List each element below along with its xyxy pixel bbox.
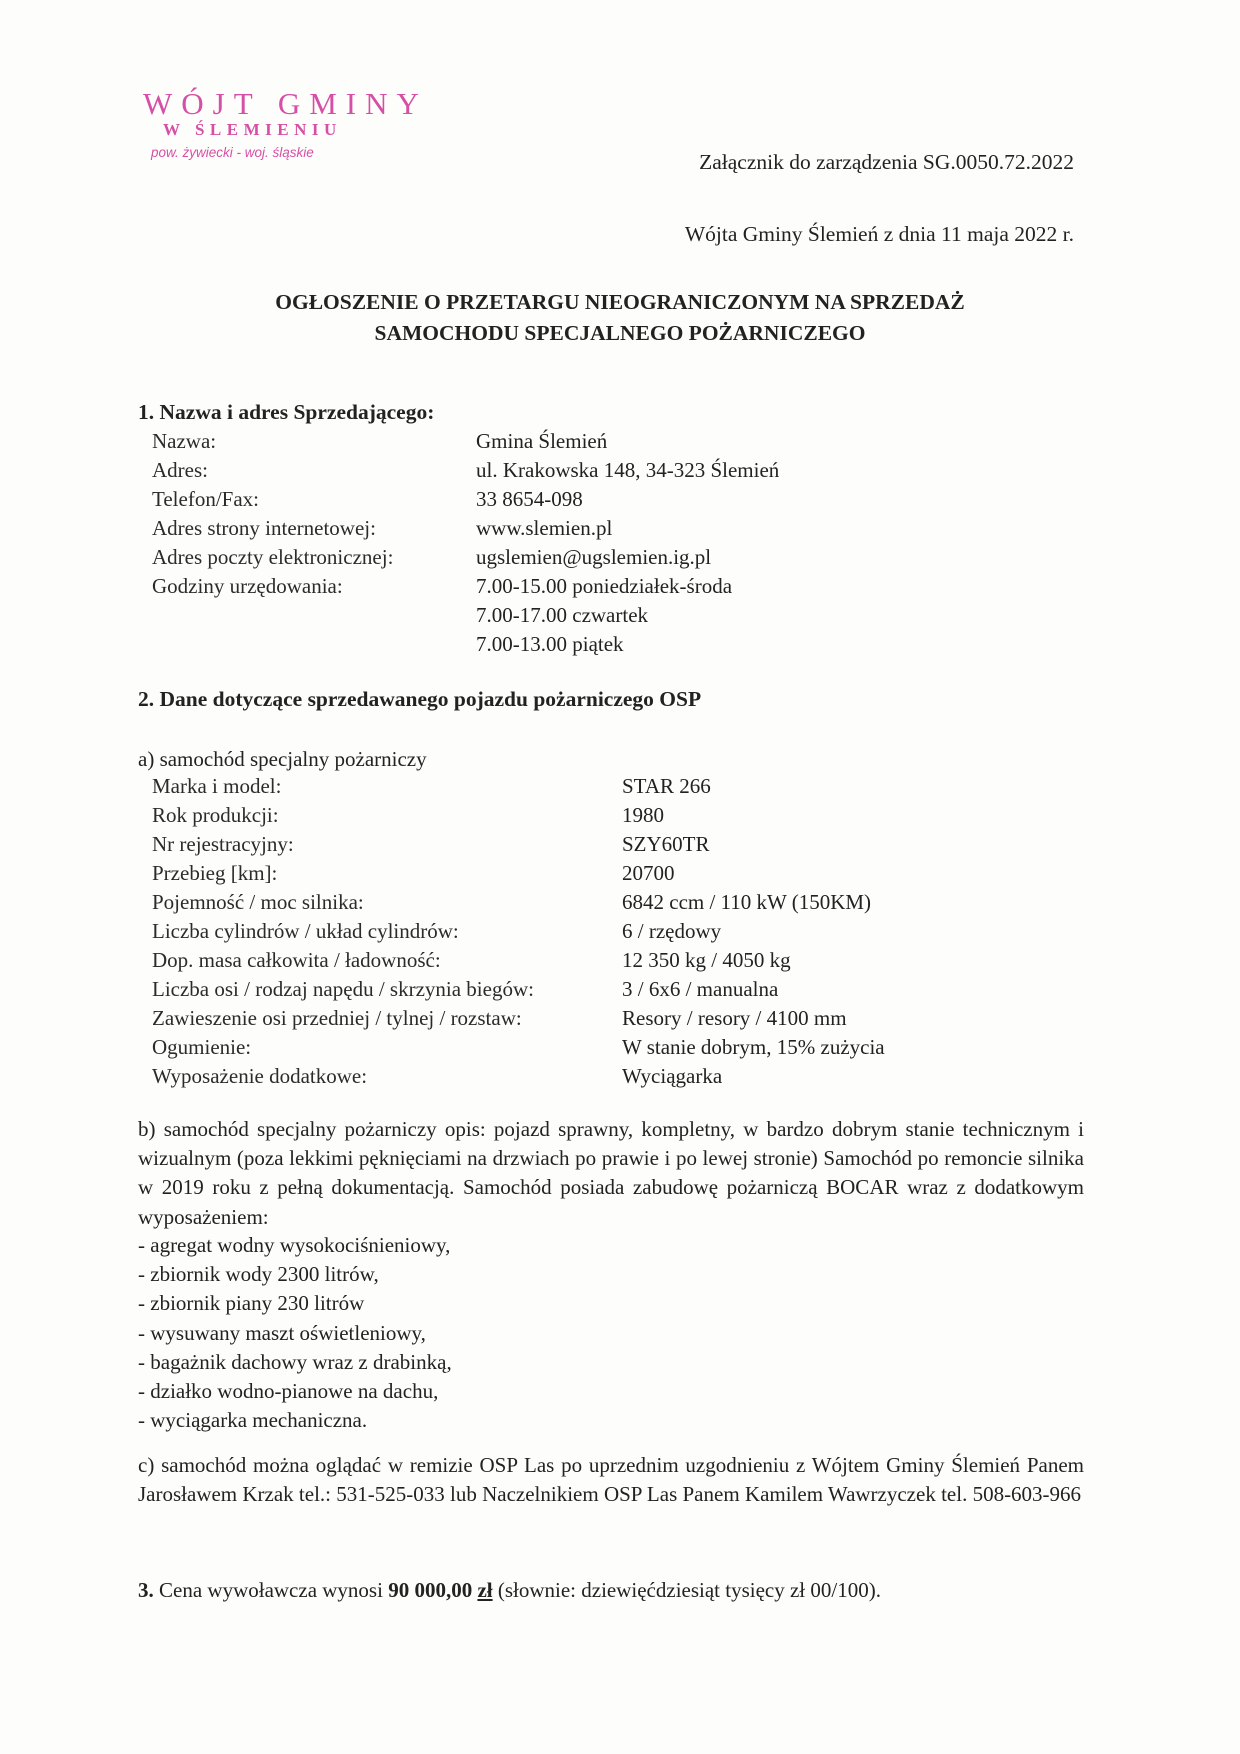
viewing-info: c) samochód można oglądać w remizie OSP Las po uprzednim uzgodnieniu z Wójtem Gminy Ślemień Panem Jarosławem Krzak tel.: 531-525-033 lub Naczelnikiem OSP Las Panem Kamilem Wawrzyczek tel. 508-603-966 xyxy=(138,1453,1084,1507)
list-item: - wysuwany maszt oświetleniowy, xyxy=(138,1320,426,1345)
info-value: STAR 266 xyxy=(622,774,711,798)
info-label: Godziny urzędowania: xyxy=(152,574,343,598)
title-line-1: OGŁOSZENIE O PRZETARGU NIEOGRANICZONYM NA SPRZEDAŻ xyxy=(275,290,965,314)
stamp-line-3: pow. żywiecki - woj. śląskie xyxy=(151,145,314,160)
info-label: Telefon/Fax: xyxy=(152,487,259,511)
info-value: ul. Krakowska 148, 34-323 Ślemień xyxy=(476,458,780,482)
issuer-date: Wójta Gminy Ślemień z dnia 11 maja 2022 r. xyxy=(684,222,1074,246)
info-row xyxy=(152,1006,885,1035)
info-value: Resory / resory / 4100 mm xyxy=(622,1006,847,1030)
info-row xyxy=(152,545,779,574)
info-label: Ogumienie: xyxy=(152,1035,252,1059)
info-label: Marka i model: xyxy=(152,774,282,798)
info-row xyxy=(152,1064,885,1093)
info-value: 12 350 kg / 4050 kg xyxy=(622,948,791,972)
info-row xyxy=(152,832,885,861)
price-value: 90 000,00 xyxy=(388,1578,473,1602)
list-item: - bagażnik dachowy wraz z drabinką, xyxy=(138,1349,452,1374)
info-value: 33 8654-098 xyxy=(476,487,583,511)
info-value: 20700 xyxy=(622,861,675,885)
info-value: SZY60TR xyxy=(622,832,710,856)
info-value: 6 / rzędowy xyxy=(622,919,722,943)
document-title xyxy=(0,287,1240,349)
info-label: Dop. masa całkowita / ładowność: xyxy=(152,948,441,972)
list-item: - wyciągarka mechaniczna. xyxy=(138,1408,368,1433)
price-text-after: (słownie: dziewięćdziesiąt tysięcy zł 00/100). xyxy=(492,1578,881,1602)
info-row xyxy=(152,919,885,948)
info-value: Wyciągarka xyxy=(622,1064,723,1088)
vehicle-description: b) samochód specjalny pożarniczy opis: pojazd sprawny, kompletny, w bardzo dobrym stanie technicznym i wizualnym (poza lekkimi pęknięciami na drzwiach po prawie i po lewej stronie) Samochód po remoncie silnika w 2019 roku z pełną dokumentacją. Samochód posiada zabudowę pożarniczą BOCAR wraz z dodatkowym wyposażeniem: xyxy=(138,1117,1084,1229)
info-row xyxy=(152,429,779,458)
starting-price xyxy=(138,1576,1084,1605)
info-label: Wyposażenie dodatkowe: xyxy=(152,1064,368,1088)
info-row xyxy=(152,487,779,516)
info-label: Pojemność / moc silnika: xyxy=(152,890,364,914)
info-label: Liczba osi / rodzaj napędu / skrzynia biegów: xyxy=(152,977,534,1001)
info-value: W stanie dobrym, 15% zużycia xyxy=(622,1035,885,1059)
info-label: Rok produkcji: xyxy=(152,803,279,827)
info-row xyxy=(152,977,885,1006)
info-row xyxy=(152,603,779,632)
vehicle-subsection-a: a) samochód specjalny pożarniczy xyxy=(138,747,427,771)
info-row xyxy=(152,574,779,603)
stamp-line-2: W ŚLEMIENIU xyxy=(163,120,342,139)
section-1-heading: 1. Nazwa i adres Sprzedającego: xyxy=(138,400,435,424)
info-value: 3 / 6x6 / manualna xyxy=(622,977,779,1001)
attachment-reference: Załącznik do zarządzenia SG.0050.72.2022 xyxy=(699,150,1074,174)
info-row xyxy=(152,774,885,803)
info-value: 7.00-13.00 piątek xyxy=(476,632,624,656)
seller-info-table xyxy=(152,429,779,661)
price-currency: zł xyxy=(477,1578,493,1602)
stamp-line-1: WÓJT GMINY xyxy=(143,86,428,121)
info-label xyxy=(152,603,476,632)
info-row xyxy=(152,948,885,977)
info-value: 1980 xyxy=(622,803,664,827)
info-row xyxy=(152,1035,885,1064)
info-row xyxy=(152,803,885,832)
list-item: - zbiornik wody 2300 litrów, xyxy=(138,1262,379,1287)
info-label: Nr rejestracyjny: xyxy=(152,832,294,856)
info-value: 6842 ccm / 110 kW (150KM) xyxy=(622,890,872,914)
info-value: ugslemien@ugslemien.ig.pl xyxy=(476,545,712,569)
info-row xyxy=(152,861,885,890)
info-row xyxy=(152,458,779,487)
list-item: - zbiornik piany 230 litrów xyxy=(138,1291,365,1316)
info-label: Zawieszenie osi przedniej / tylnej / rozstaw: xyxy=(152,1006,522,1030)
info-value: 7.00-15.00 poniedziałek-środa xyxy=(476,574,733,598)
list-item: - działko wodno-pianowe na dachu, xyxy=(138,1379,439,1404)
office-stamp xyxy=(143,88,428,162)
info-row xyxy=(152,890,885,919)
equipment-list xyxy=(138,1231,1084,1435)
info-row xyxy=(152,632,779,661)
section-3-number: 3. xyxy=(138,1578,154,1602)
info-value: Gmina Ślemień xyxy=(476,429,608,453)
info-label: Nazwa: xyxy=(152,429,217,453)
info-label: Adres poczty elektronicznej: xyxy=(152,545,394,569)
info-row xyxy=(152,516,779,545)
info-label xyxy=(152,632,476,661)
title-line-2: SAMOCHODU SPECJALNEGO POŻARNICZEGO xyxy=(374,321,866,345)
price-text-before: Cena wywoławcza wynosi xyxy=(153,1578,389,1602)
list-item: - agregat wodny wysokociśnieniowy, xyxy=(138,1233,451,1257)
info-label: Adres: xyxy=(152,458,208,482)
info-label: Przebieg [km]: xyxy=(152,861,278,885)
vehicle-specs-table xyxy=(152,774,885,1093)
info-value: 7.00-17.00 czwartek xyxy=(476,603,649,627)
info-value: www.slemien.pl xyxy=(476,516,613,540)
info-label: Adres strony internetowej: xyxy=(152,516,376,540)
section-2-heading: 2. Dane dotyczące sprzedawanego pojazdu pożarniczego OSP xyxy=(138,687,702,711)
info-label: Liczba cylindrów / układ cylindrów: xyxy=(152,919,459,943)
